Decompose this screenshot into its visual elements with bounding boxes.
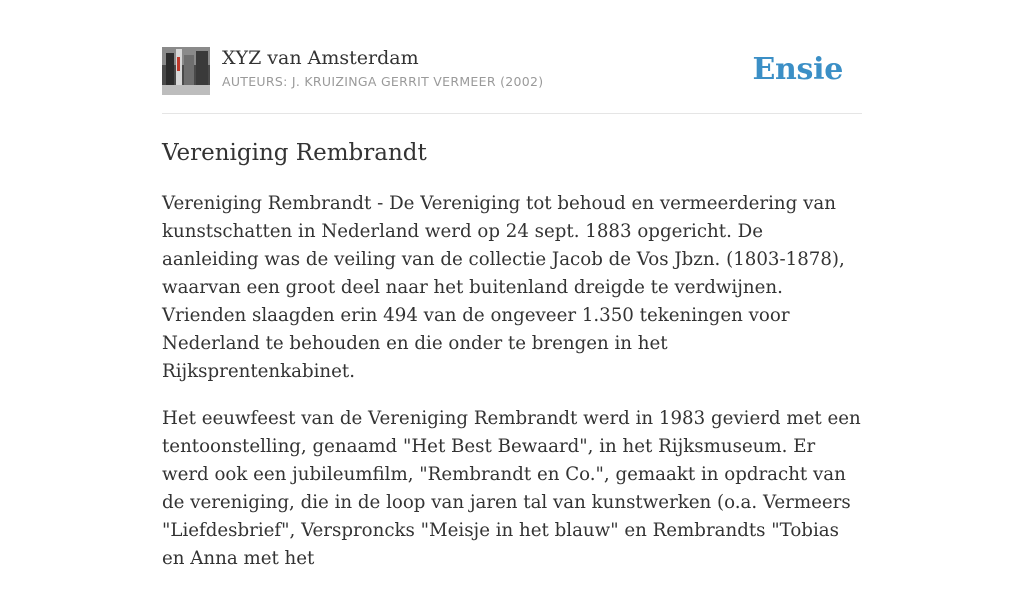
book-authors: AUTEURS: J. KRUIZINGA GERRIT VERMEER (2002) — [222, 74, 544, 89]
article-paragraph: Het eeuwfeest van de Vereniging Rembrandt werd in 1983 gevierd met een tentoonstelling, genaamd "Het Best Bewaard", in het Rijksmuseum. Er werd ook een jubileumfilm, "Rembrandt en Co.", gemaakt in opdracht van de vereniging, die in de loop van jaren tal van kunstwerken (o.a. Vermeers "Liefdesbrief", Versproncks "Meisje in het blauw" en Rembrandts "Tobias en Anna met het — [162, 408, 861, 569]
book-title[interactable]: XYZ van Amsterdam — [222, 47, 419, 69]
article-body — [162, 190, 862, 592]
book-header — [162, 47, 862, 114]
book-cover-avatar[interactable] — [162, 47, 210, 95]
article-title: Vereniging Rembrandt — [162, 140, 427, 166]
book-cover-image — [162, 47, 210, 95]
ensie-logo[interactable]: Ensie — [752, 52, 843, 87]
article-paragraph: Vereniging Rembrandt - De Vereniging tot behoud en vermeerdering van kunstschatten in Nederland werd op 24 sept. 1883 opgericht. De aanleiding was de veiling van de collectie Jacob de Vos Jbzn. (1803-1878), waarvan een groot deel naar het buitenland dreigde te verdwijnen. Vrienden slaagden erin 494 van de ongeveer 1.350 tekeningen voor Nederland te behouden en die onder te brengen in het Rijksprentenkabinet. — [162, 193, 845, 382]
